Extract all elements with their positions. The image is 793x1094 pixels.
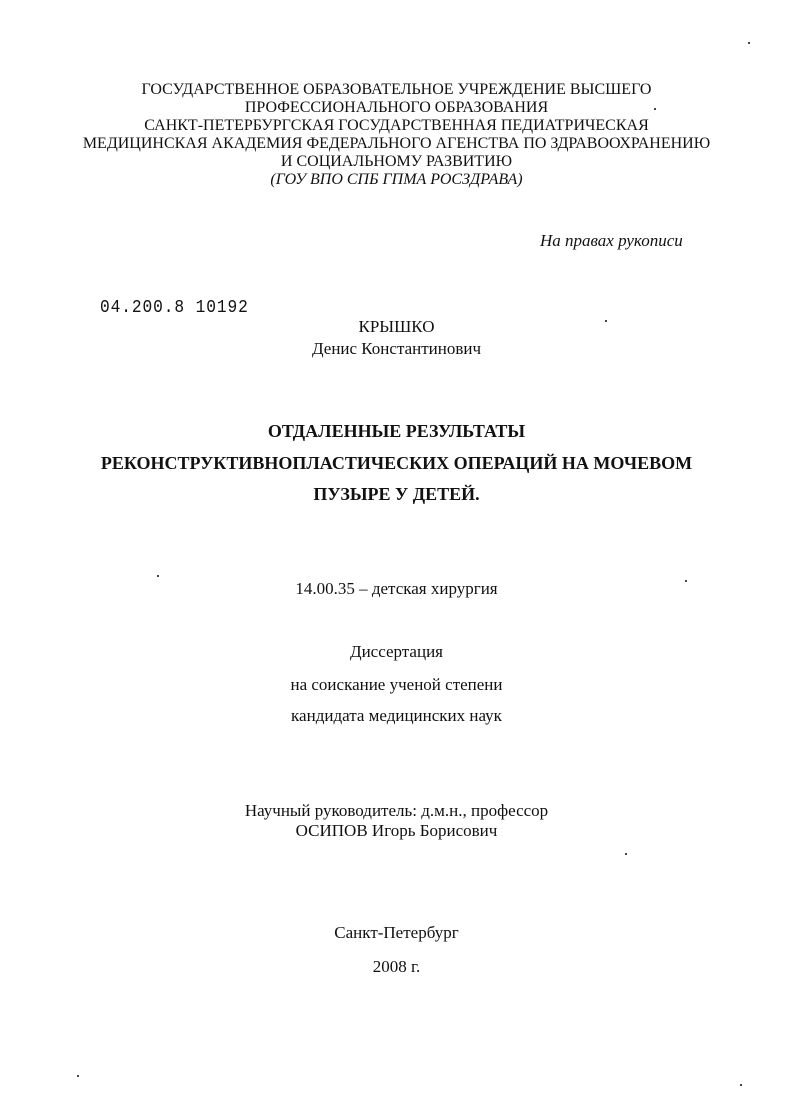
institution-line-4: МЕДИЦИНСКАЯ АКАДЕМИЯ ФЕДЕРАЛЬНОГО АГЕНСТВА ПО ЗДРАВООХРАНЕНИЮ bbox=[82, 135, 711, 152]
scan-speck bbox=[157, 575, 159, 577]
supervisor-line-2: ОСИПОВ Игорь Борисович bbox=[295, 821, 498, 840]
scan-speck bbox=[605, 320, 607, 322]
institution-line-5: И СОЦИАЛЬНОМУ РАЗВИТИЮ bbox=[280, 153, 513, 170]
manuscript-note: На правах рукописи bbox=[540, 231, 683, 250]
thesis-title-line-1: ОТДАЛЕННЫЕ РЕЗУЛЬТАТЫ bbox=[267, 421, 526, 441]
institution-line-2: ПРОФЕССИОНАЛЬНОГО ОБРАЗОВАНИЯ bbox=[244, 99, 549, 116]
thesis-title-line-3: ПУЗЫРЕ У ДЕТЕЙ. bbox=[313, 484, 480, 504]
footer-city: Санкт-Петербург bbox=[334, 923, 459, 942]
degree-line-2: на соискание ученой степени bbox=[290, 675, 503, 694]
degree-line-1: Диссертация bbox=[349, 642, 443, 661]
degree-line-3: кандидата медицинских наук bbox=[291, 706, 502, 725]
specialty: 14.00.35 – детская хирургия bbox=[295, 579, 498, 598]
scan-speck bbox=[654, 108, 656, 110]
author-given-names: Денис Константинович bbox=[311, 339, 482, 358]
scan-speck bbox=[685, 580, 687, 582]
scan-speck bbox=[740, 1084, 742, 1086]
scan-speck bbox=[77, 1075, 79, 1077]
institution-abbreviation: (ГОУ ВПО СПБ ГПМА РОСЗДРАВА) bbox=[270, 171, 523, 188]
institution-line-3: САНКТ-ПЕТЕРБУРГСКАЯ ГОСУДАРСТВЕННАЯ ПЕДИАТРИЧЕСКАЯ bbox=[144, 117, 649, 134]
institution-line-1: ГОСУДАРСТВЕННОЕ ОБРАЗОВАТЕЛЬНОЕ УЧРЕЖДЕНИЕ ВЫСШЕГО bbox=[141, 81, 652, 98]
scan-speck bbox=[748, 42, 750, 44]
supervisor-line-1: Научный руководитель: д.м.н., профессор bbox=[244, 801, 549, 820]
author-surname: КРЫШКО bbox=[358, 317, 435, 336]
footer-year: 2008 г. bbox=[372, 957, 421, 976]
scan-speck bbox=[625, 853, 627, 855]
thesis-title-line-2: РЕКОНСТРУКТИВНОПЛАСТИЧЕСКИХ ОПЕРАЦИЙ НА МОЧЕВОМ bbox=[100, 453, 693, 473]
registration-code: 04.200.8 10192 bbox=[100, 298, 249, 318]
